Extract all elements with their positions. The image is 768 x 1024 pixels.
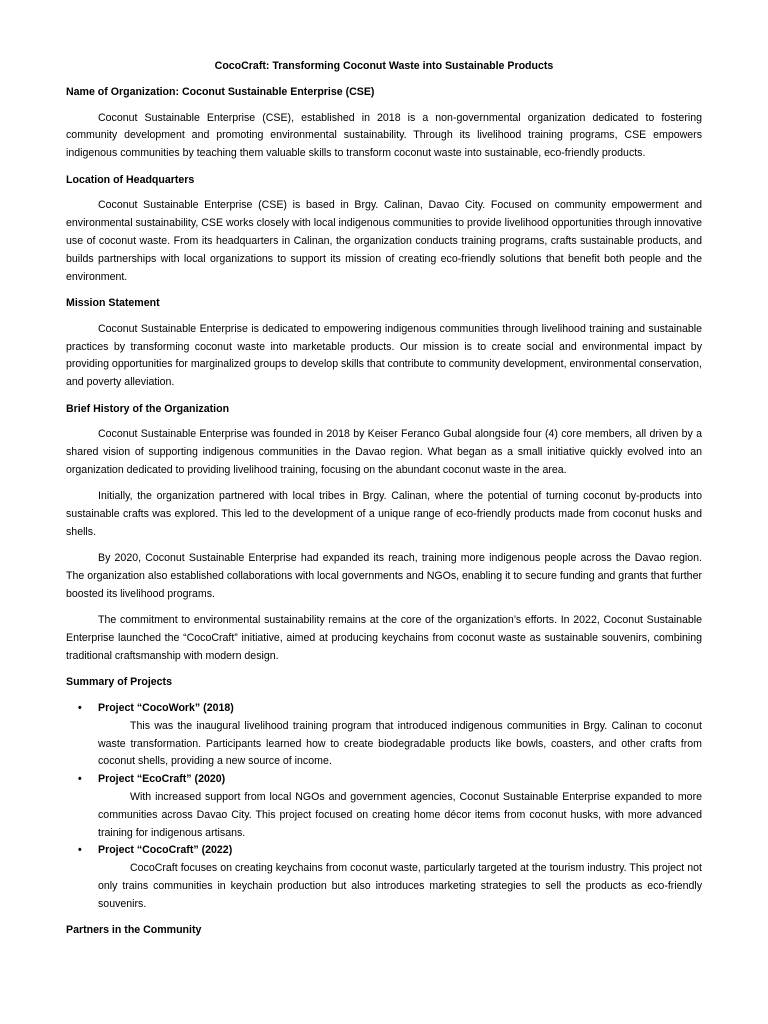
paragraph-history-commitment: The commitment to environmental sustainability remains at the core of the organization’s efforts. In 2022, Coconut Sustainable Enterprise launched the “CocoCraft” initiative, aimed at producing keychains from coconut waste as sustainable souvenirs, combining traditional craftsmanship with modern design. [66,614,702,662]
bullet-icon: • [78,844,82,857]
paragraph-location: Coconut Sustainable Enterprise (CSE) is based in Brgy. Calinan, Davao City. Focused on community empowerment and environmental sustainability, CSE works closely with local indigenous communities to provide livelihood opportunities through innovative use of coconut waste. From its headquarters in Calinan, the organization conducts training programs, crafts sustainable products, and builds partnerships with local organizations to support its mission of creating eco-friendly solutions that benefit both people and the environment. [66,199,702,283]
section-heading-projects: Summary of Projects [66,676,172,689]
section-heading-partners: Partners in the Community [66,923,202,936]
project-description: CocoCraft focuses on creating keychains from coconut waste, particularly targeted at the tourism industry. This project not only trains communities in keychain production but also introduces marketing strategies to sell the products as eco-friendly souvenirs. [98,862,702,910]
section-heading-location: Location of Headquarters [66,173,195,186]
document-page [66,58,702,947]
document-title: CocoCraft: Transforming Coconut Waste into Sustainable Products [214,60,554,72]
project-description: With increased support from local NGOs and government agencies, Coconut Sustainable Enterprise expanded to more communities across Davao City. This project focused on creating home décor items from coconut husks, with more advanced training for indigenous artisans. [98,791,702,839]
paragraph-history-expansion: By 2020, Coconut Sustainable Enterprise had expanded its reach, training more indigenous people across the Davao region. The organization also established collaborations with local governments and NGOs, enabling it to secure funding and grants that further boosted its livelihood programs. [66,552,702,600]
project-title: Project “CocoWork” (2018) [98,702,234,715]
project-item-cococraft [66,842,702,913]
project-title: Project “EcoCraft” (2020) [98,773,226,786]
section-heading-organization-name: Name of Organization: Coconut Sustainable Enterprise (CSE) [66,85,375,98]
paragraph-history-founding: Coconut Sustainable Enterprise was founded in 2018 by Keiser Feranco Gubal alongside four (4) core members, all driven by a shared vision of supporting indigenous communities in the Davao region. What began as a small initiative quickly evolved into an organization dedicated to providing livelihood training, focusing on the abundant coconut waste in the area. [66,428,702,476]
project-title: Project “CocoCraft” (2022) [98,844,233,857]
projects-list [66,700,702,914]
bullet-icon: • [78,702,82,715]
bullet-icon: • [78,773,82,786]
project-item-ecocraft [66,771,702,842]
paragraph-history-partnership: Initially, the organization partnered with local tribes in Brgy. Calinan, where the potential of turning coconut by-products into sustainable crafts was explored. This led to the development of a unique range of eco-friendly products made from coconut husks and shells. [66,490,702,538]
paragraph-organization-name: Coconut Sustainable Enterprise (CSE), established in 2018 is a non-governmental organization dedicated to fostering community development and promoting environmental sustainability. Through its livelihood training programs, CSE empowers indigenous communities by teaching them valuable skills to transform coconut waste into sustainable, eco-friendly products. [66,111,702,160]
project-item-cocowork [66,700,702,771]
project-description: This was the inaugural livelihood training program that introduced indigenous communities in Brgy. Calinan to coconut waste transformation. Participants learned how to create biodegradable products like bowls, coasters, and other crafts from coconut shells, providing a new source of income. [98,719,702,768]
section-heading-history: Brief History of the Organization [66,402,230,415]
section-heading-mission: Mission Statement [66,296,160,309]
paragraph-mission: Coconut Sustainable Enterprise is dedicated to empowering indigenous communities through livelihood training and sustainable practices by transforming coconut waste into marketable products. Our mission is to create social and environmental impact by providing opportunities for marginalized groups to develop skills that contribute to community development, environmental conservation, and poverty alleviation. [66,322,702,389]
